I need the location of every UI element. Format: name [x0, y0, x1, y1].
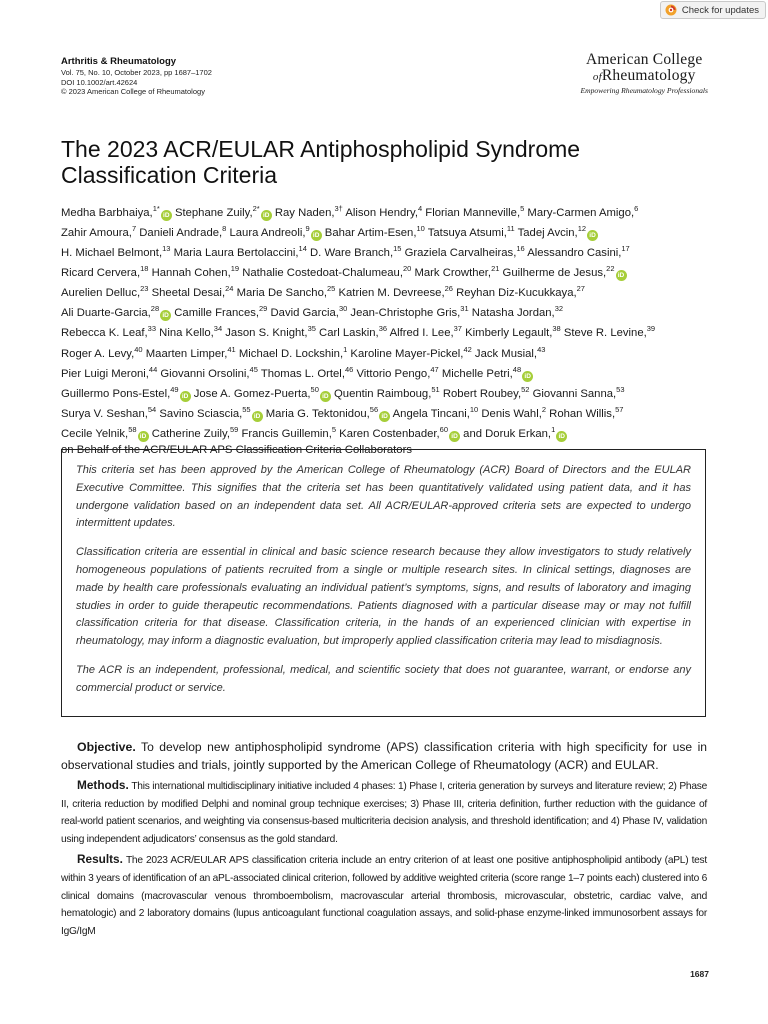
author-affiliation: 14 — [298, 244, 307, 254]
author-name: Karoline Mayer-Pickel, — [350, 347, 464, 360]
author-name: Pier Luigi Meroni, — [61, 367, 149, 380]
author-name: Jack Musial, — [474, 347, 538, 360]
author — [229, 224, 321, 239]
author-name: Jean-Christophe Gris, — [350, 307, 461, 320]
author — [241, 425, 337, 440]
author-affiliation: 60 — [439, 425, 449, 435]
results-text: The 2023 ACR/EULAR APS classification criteria include an entry criterion of at least one positive antiphospholipid antibody (aPL) test within 3 years of identification of an aPL-associated clinical criterion, followed by additive weighted criteria (score range 1–7 points each) clustered into 6 clinical domains (macrovascular venous thromboembolism, macrovascular arterial thrombosis, microvascular, obstetric, cardiac valve, and hematologic) and 2 laboratory domains (lupus anticoagulant functional coagulation assays, and solid-phase enzyme-linked immunosorbent assays for IgG/IgM — [61, 855, 708, 937]
author-name: Zahir Amoura, — [61, 226, 132, 239]
orcid-icon[interactable]: iD — [616, 270, 627, 281]
criteria-notice-box — [61, 449, 706, 717]
author-affiliation: 15 — [393, 244, 402, 254]
author-name: D. Ware Branch, — [310, 246, 394, 259]
author — [463, 425, 567, 440]
author — [242, 264, 412, 280]
author-affiliation: 33 — [147, 324, 157, 334]
orcid-icon[interactable]: iD — [522, 371, 533, 382]
author-name: Jose A. Gomez-Puerta, — [193, 387, 311, 400]
author-name: Karen Costenbader, — [339, 427, 440, 440]
orcid-icon[interactable]: iD — [252, 411, 263, 422]
author-line — [61, 281, 721, 301]
author — [350, 304, 469, 320]
author-affiliation: 37 — [453, 324, 462, 334]
author-line — [61, 261, 721, 281]
author-affiliation: 38 — [552, 324, 561, 334]
abstract-methods — [61, 777, 707, 848]
abstract-objective — [61, 739, 707, 774]
author-affiliation: 2* — [252, 204, 260, 213]
author-affiliation: 39 — [646, 324, 656, 334]
author-name: Thomas L. Ortel, — [260, 367, 345, 380]
objective-text: To develop new antiphospholipid syndrome (APS) classification criteria with high specificity for use in observational studies and trials, jointly supported by the American College of Rheumatology (ACR) and EULAR. — [61, 740, 707, 772]
author — [139, 224, 227, 239]
author-affiliation: 46 — [344, 364, 354, 374]
author-name: Maria Laura Bertolaccini, — [173, 246, 299, 259]
author — [389, 324, 462, 340]
author-affiliation: 59 — [229, 425, 239, 435]
author — [274, 204, 343, 219]
author-name: Reyhan Diz-Kucukkaya, — [456, 287, 577, 300]
author — [310, 244, 402, 259]
orcid-icon[interactable]: iD — [160, 310, 171, 321]
author-affiliation: 10 — [469, 405, 479, 415]
author — [527, 204, 639, 219]
author-name: Catherine Zuily, — [151, 427, 230, 440]
methods-heading: Methods. — [77, 778, 129, 792]
author-affiliation: 47 — [430, 364, 439, 374]
abstract — [61, 739, 707, 943]
author-line — [61, 362, 721, 382]
author-line — [61, 302, 721, 322]
author-line — [61, 422, 721, 442]
author — [471, 304, 564, 320]
author — [145, 344, 236, 360]
check-for-updates-icon — [665, 4, 677, 16]
author-name: Michelle Petri, — [441, 367, 513, 380]
author-name: Hannah Cohen, — [151, 267, 231, 280]
author — [260, 364, 354, 380]
author — [345, 204, 423, 219]
author-name: Rohan Willis, — [549, 407, 616, 420]
author-name: Tadej Avcin, — [517, 226, 578, 239]
journal-doi: DOI 10.1002/art.42624 — [61, 77, 138, 87]
author — [532, 384, 625, 400]
author-affiliation: 1* — [152, 204, 160, 213]
author-name: Alfred I. Lee, — [389, 327, 454, 340]
author-line — [61, 402, 721, 422]
author — [502, 264, 627, 280]
author-line — [61, 342, 721, 362]
author-affiliation: 26 — [444, 284, 453, 294]
orcid-icon[interactable]: iD — [311, 230, 322, 241]
author-affiliation: 29 — [259, 304, 268, 314]
author-name: Maria G. Tektonidou, — [265, 407, 370, 420]
author-affiliation: 3† — [334, 204, 343, 213]
author — [151, 264, 240, 280]
author-affiliation: 12 — [577, 224, 587, 234]
logo-line-1: American College — [586, 51, 703, 68]
author — [481, 405, 547, 420]
author-name: Vittorio Pengo, — [356, 367, 431, 380]
author-name: Natasha Jordan, — [471, 307, 555, 320]
author — [225, 324, 316, 340]
author-affiliation: 41 — [227, 344, 236, 354]
methods-text: This international multidisciplinary initiative included 4 phases: 1) Phase I, criteria generation by surveys and literature review; 2) Phase II, criteria reduction by modified Delphi and nominal group technique exercises; 3) Phase III, criteria definition, further reduction with the guidance of real-world patient scenarios, and weighting via consensus-based multicriteria decision analysis, and threshold identification; and 4) Phase IV, validation using independent adjudicators’ consensus as the gold standard. — [61, 781, 707, 845]
author-name: Robert Roubey, — [442, 387, 522, 400]
author-affiliation: 57 — [615, 405, 624, 415]
author-name: Alison Hendry, — [345, 206, 418, 219]
author-affiliation: 35 — [307, 324, 316, 334]
author — [61, 244, 171, 259]
author — [61, 204, 172, 219]
orcid-icon[interactable]: iD — [261, 210, 272, 221]
author-name: Quentin Raimboug, — [334, 387, 432, 400]
author — [61, 304, 171, 320]
author-affiliation: 36 — [378, 324, 388, 334]
author — [527, 244, 630, 259]
author — [61, 344, 143, 360]
author — [442, 384, 530, 400]
author-affiliation: 16 — [516, 244, 525, 254]
author — [160, 364, 258, 380]
author — [174, 304, 268, 320]
author — [392, 405, 479, 420]
author-name: Giovanni Sanna, — [532, 387, 617, 400]
author-name: Steve R. Levine, — [563, 327, 647, 340]
author — [265, 405, 390, 420]
author — [356, 364, 439, 380]
orcid-icon[interactable]: iD — [320, 391, 331, 402]
author — [465, 324, 561, 340]
author-name: Michael D. Lockshin, — [238, 347, 344, 360]
author-affiliation: 24 — [225, 284, 234, 294]
author — [61, 224, 137, 239]
author — [517, 224, 598, 239]
author-affiliation: 13 — [162, 244, 171, 254]
author — [324, 224, 425, 239]
author — [174, 204, 272, 219]
author-name: and Doruk Erkan, — [463, 427, 552, 440]
author — [61, 324, 157, 340]
author — [236, 284, 336, 300]
author — [414, 264, 500, 280]
author-affiliation: 52 — [521, 384, 530, 394]
author-affiliation: 21 — [491, 264, 500, 274]
author — [427, 224, 515, 239]
author-name: Giovanni Orsolini, — [160, 367, 250, 380]
orcid-icon[interactable]: iD — [138, 431, 149, 442]
author-name: Nina Kello, — [159, 327, 214, 340]
author-name: David Garcia, — [270, 307, 339, 320]
author-name: Mary-Carmen Amigo, — [527, 206, 635, 219]
author-name: Stephane Zuily, — [174, 206, 253, 219]
collaborators-note: on Behalf of the ACR/EULAR APS Classification Criteria Collaborators — [61, 444, 412, 457]
author-name: Guillermo Pons-Estel, — [61, 387, 171, 400]
author — [441, 364, 533, 380]
author-affiliation: 50 — [310, 384, 319, 394]
orcid-icon[interactable]: iD — [449, 431, 460, 442]
author-affiliation: 20 — [402, 264, 412, 274]
author-name: Kimberly Legault, — [465, 327, 553, 340]
author-affiliation: 27 — [576, 284, 585, 294]
orcid-icon[interactable]: iD — [161, 210, 172, 221]
author-name: Rebecca K. Leaf, — [61, 327, 148, 340]
author-affiliation: 5 — [331, 425, 337, 435]
page-number: 1687 — [690, 969, 709, 979]
author-affiliation: 42 — [463, 344, 472, 354]
check-for-updates-label: Check for updates — [681, 4, 759, 16]
author-affiliation: 18 — [140, 264, 149, 274]
author-name: Surya V. Seshan, — [61, 407, 148, 420]
author — [61, 364, 158, 380]
author-affiliation: 1 — [551, 425, 556, 435]
author-affiliation: 7 — [131, 224, 137, 234]
logo-tagline: Empowering Rheumatology Professionals — [580, 86, 708, 95]
author — [159, 324, 223, 340]
author-affiliation: 45 — [249, 364, 258, 374]
author-line — [61, 382, 721, 402]
author-name: Nathalie Costedoat-Chalumeau, — [242, 267, 403, 280]
author-affiliation: 9 — [305, 224, 310, 234]
author — [61, 425, 149, 440]
logo-rheumatology: Rheumatology — [601, 67, 696, 84]
author-line — [61, 221, 721, 241]
author-affiliation: 2 — [541, 405, 547, 415]
author-name: Medha Barbhaiya, — [61, 206, 153, 219]
author-affiliation: 53 — [616, 384, 625, 394]
author — [238, 344, 348, 360]
orcid-icon[interactable]: iD — [180, 391, 191, 402]
author — [563, 324, 656, 340]
author — [173, 244, 307, 259]
author-name: Francis Guillemin, — [241, 427, 332, 440]
author-name: Ricard Cervera, — [61, 267, 141, 280]
author — [61, 384, 191, 400]
author — [474, 344, 546, 360]
author-affiliation: 40 — [134, 344, 143, 354]
logo-of: of — [592, 71, 602, 83]
author-name: Camille Frances, — [174, 307, 260, 320]
author-name: Sheetal Desai, — [151, 287, 226, 300]
author-affiliation: 44 — [148, 364, 158, 374]
author-affiliation: 49 — [170, 384, 179, 394]
orcid-icon[interactable]: iD — [587, 230, 598, 241]
author-name: Angela Tincani, — [392, 407, 470, 420]
author — [193, 384, 331, 400]
author — [151, 425, 239, 440]
orcid-icon[interactable]: iD — [379, 411, 390, 422]
author-affiliation: 58 — [128, 425, 137, 435]
author-affiliation: 28 — [150, 304, 160, 314]
author-list — [61, 201, 721, 459]
author-name: Denis Wahl, — [481, 407, 542, 420]
author — [338, 284, 453, 300]
author-affiliation: 34 — [213, 324, 223, 334]
author-affiliation: 25 — [327, 284, 336, 294]
author-affiliation: 5 — [520, 204, 525, 213]
author-name: Alessandro Casini, — [527, 246, 622, 259]
logo-line-2 — [580, 68, 708, 85]
author — [159, 405, 262, 420]
author-name: H. Michael Belmont, — [61, 246, 163, 259]
author — [61, 284, 149, 300]
author-name: Ali Duarte-Garcia, — [61, 307, 151, 320]
author-name: Carl Laskin, — [319, 327, 379, 340]
author-affiliation: 1 — [343, 344, 348, 354]
objective-heading: Objective. — [77, 740, 136, 754]
author-name: Guilherme de Jesus, — [502, 267, 607, 280]
author-affiliation: 48 — [512, 364, 522, 374]
author-affiliation: 8 — [222, 224, 227, 234]
author — [425, 204, 525, 219]
author — [339, 425, 460, 440]
author-name: Ray Naden, — [274, 206, 335, 219]
author-affiliation: 43 — [537, 344, 546, 354]
author-affiliation: 19 — [230, 264, 240, 274]
journal-name: Arthritis & Rheumatology — [61, 56, 177, 67]
author-affiliation: 22 — [606, 264, 615, 274]
author-name: Aurelien Delluc, — [61, 287, 141, 300]
author-name: Jason S. Knight, — [225, 327, 308, 340]
author — [334, 384, 440, 400]
author-affiliation: 32 — [554, 304, 564, 314]
author — [270, 304, 348, 320]
author-name: Danieli Andrade, — [139, 226, 223, 239]
notice-paragraph-disclaimer: The ACR is an independent, professional, medical, and scientific society that does not guarantee, warrant, or endorse any commercial product or service. — [76, 663, 691, 694]
author-name: Mark Crowther, — [414, 267, 492, 280]
notice-paragraph-approval: This criteria set has been approved by the American College of Rheumatology (ACR) Board of Directors and the EULAR Executive Committee. This signifies that the criteria set has been quantitatively validated using patient data, and it has undergone validation based on an independent data set. All ACR/EULAR-approved criteria sets are expected to undergo intermittent updates. — [76, 464, 691, 530]
journal-copyright: © 2023 American College of Rheumatology — [61, 87, 205, 97]
author-affiliation: 31 — [460, 304, 469, 314]
author-affiliation: 10 — [416, 224, 425, 234]
author — [61, 264, 149, 280]
author-name: Cecile Yelnik, — [61, 427, 129, 440]
author-affiliation: 6 — [634, 204, 639, 213]
author-line — [61, 322, 721, 342]
author-name: Katrien M. Devreese, — [338, 287, 445, 300]
author-affiliation: 4 — [417, 204, 423, 213]
notice-paragraph-classification: Classification criteria are essential in clinical and basic science research because they allow investigators to study relatively homogeneous populations of patients recruited from a single or multiple research sites. In clinical settings, diagnoses are made by health care professionals evaluating an individual patient’s symptoms, signs, and results of laboratory and imaging studies in order to guide therapeutic recommendations. Patients diagnosed with a particular disease may or may not fulfill classification criteria for that disease. Classification criteria, in the hands of an experienced clinician with expertise in rheumatology, may inform a diagnostic evaluation, but improperly applied classification criteria may lead to misdiagnosis. — [76, 546, 691, 648]
acr-logo — [580, 52, 708, 97]
author-name: Bahar Artim-Esen, — [324, 226, 417, 239]
author-line — [61, 241, 721, 261]
author-affiliation: 55 — [242, 405, 251, 415]
author — [456, 284, 585, 300]
author — [549, 405, 624, 420]
author-name: Maria De Sancho, — [236, 287, 327, 300]
author-name: Savino Sciascia, — [159, 407, 243, 420]
author-name: Tatsuya Atsumi, — [427, 226, 507, 239]
author-name: Graziela Carvalheiras, — [404, 246, 517, 259]
author-name: Laura Andreoli, — [229, 226, 306, 239]
author-affiliation: 17 — [621, 244, 630, 254]
author-affiliation: 56 — [369, 405, 379, 415]
author — [61, 405, 157, 420]
orcid-icon[interactable]: iD — [556, 431, 567, 442]
author-affiliation: 51 — [431, 384, 440, 394]
author — [151, 284, 234, 300]
author-affiliation: 11 — [506, 224, 515, 234]
author-name: Roger A. Levy, — [61, 347, 135, 360]
results-heading: Results. — [77, 852, 123, 867]
author-affiliation: 23 — [140, 284, 149, 294]
author-name: Florian Manneville, — [425, 206, 521, 219]
author-affiliation: 54 — [147, 405, 157, 415]
author-line — [61, 201, 721, 221]
author — [319, 324, 388, 340]
author — [350, 344, 472, 360]
check-for-updates-button[interactable] — [660, 1, 766, 19]
author-name: Maarten Limper, — [145, 347, 228, 360]
abstract-results — [61, 851, 707, 940]
author-affiliation: 30 — [338, 304, 348, 314]
journal-info — [61, 56, 212, 97]
author — [404, 244, 525, 259]
journal-volume: Vol. 75, No. 10, October 2023, pp 1687–1702 — [61, 68, 212, 77]
article-title: The 2023 ACR/EULAR Antiphospholipid Syndrome Classification Criteria — [61, 136, 581, 188]
